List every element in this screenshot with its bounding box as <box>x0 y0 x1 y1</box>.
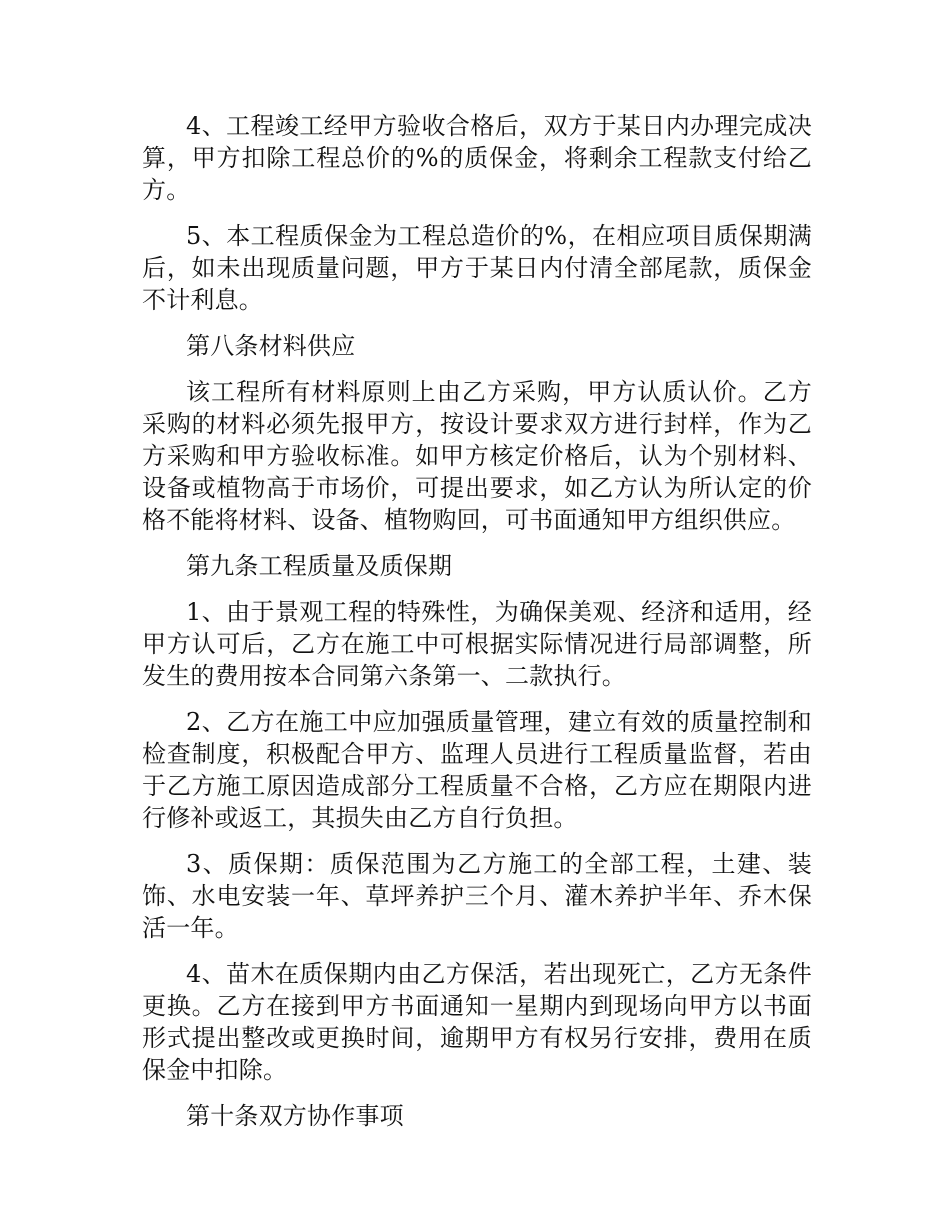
article-9-heading: 第九条工程质量及质保期 <box>186 552 453 580</box>
article-9-item-3: 3、质保期：质保范围为乙方施工的全部工程，土建、装饰、水电安装一年、草坪养护三个月、灌木养护半年、乔木保活一年。 <box>142 850 812 942</box>
article-9-item-2: 2、乙方在施工中应加强质量管理，建立有效的质量控制和检查制度，积极配合甲方、监理人员进行工程质量监督，若由于乙方施工原因造成部分工程质量不合格，乙方应在期限内进行修补或返工，其损失由乙方自行负担。 <box>142 708 812 832</box>
document-page <box>142 110 812 1146</box>
clause-7-item-4: 4、工程竣工经甲方验收合格后，双方于某日内办理完成决算，甲方扣除工程总价的%的质保金，将剩余工程款支付给乙方。 <box>142 112 812 204</box>
clause-7-item-5: 5、本工程质保金为工程总造价的%，在相应项目质保期满后，如未出现质量问题，甲方于某日内付清全部尾款，质保金不计利息。 <box>142 222 812 314</box>
article-8-heading: 第八条材料供应 <box>186 332 356 360</box>
article-10-heading: 第十条双方协作事项 <box>186 1102 404 1130</box>
article-8-body: 该工程所有材料原则上由乙方采购，甲方认质认价。乙方采购的材料必须先报甲方，按设计要求双方进行封样，作为乙方采购和甲方验收标准。如甲方核定价格后，认为个别材料、设备或植物高于市场价，可提出要求，如乙方认为所认定的价格不能将材料、设备、植物购回，可书面通知甲方组织供应。 <box>142 378 812 534</box>
article-9-item-4: 4、苗木在质保期内由乙方保活，若出现死亡，乙方无条件更换。乙方在接到甲方书面通知一星期内到现场向甲方以书面形式提出整改或更换时间，逾期甲方有权另行安排，费用在质保金中扣除。 <box>142 960 812 1084</box>
article-9-item-1: 1、由于景观工程的特殊性，为确保美观、经济和适用，经甲方认可后，乙方在施工中可根据实际情况进行局部调整，所发生的费用按本合同第六条第一、二款执行。 <box>142 598 812 690</box>
